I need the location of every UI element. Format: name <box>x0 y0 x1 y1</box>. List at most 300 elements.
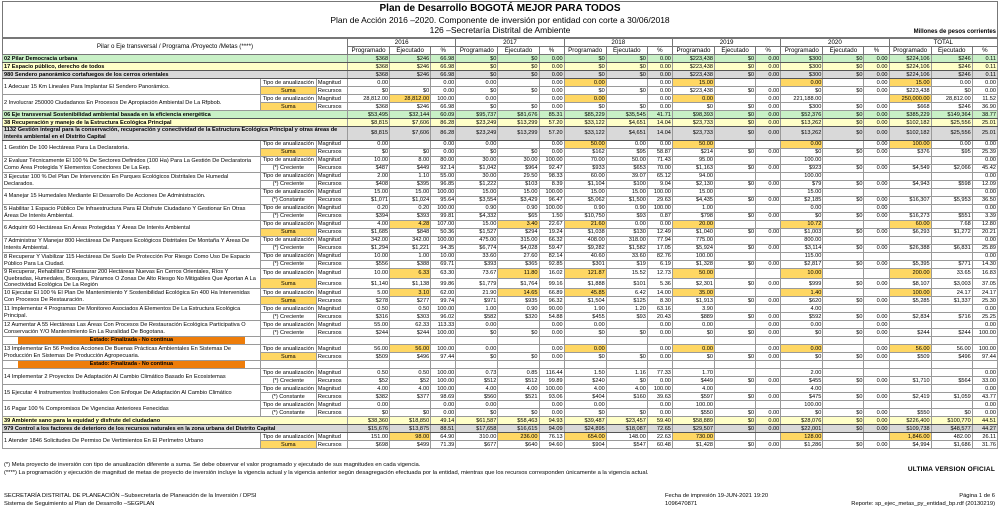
proyecto-cell: $18,087 <box>606 425 647 433</box>
magnitud-cell: 0.00 <box>972 305 997 313</box>
programa-cell: $4,651 <box>606 119 647 127</box>
magnitud-cell: 775.00 <box>672 237 714 245</box>
pilar-cell: 0.00 <box>864 111 889 119</box>
programa-cell: 0.00 <box>756 63 781 71</box>
programa-cell: $8,815 <box>347 119 389 127</box>
magnitud-cell <box>823 345 864 353</box>
magnitud-cell: 3.90 <box>672 305 714 313</box>
recursos-cell: 0.00 <box>756 213 781 221</box>
magnitud-cell: 0.20 <box>390 205 431 213</box>
magnitud-cell <box>931 385 972 393</box>
recursos-cell: 92.47 <box>539 165 564 173</box>
magnitud-cell: 800.00 <box>781 237 823 245</box>
subcol-header: % <box>756 47 781 55</box>
recursos-cell: 99.89 <box>539 377 564 385</box>
magnitud-cell: 100.00 <box>539 385 564 393</box>
recursos-cell: $5,953 <box>931 197 972 205</box>
tipo-anualizacion-label: Tipo de anualización <box>260 369 316 377</box>
magnitud-cell <box>864 173 889 181</box>
recursos-cell: $393 <box>390 213 431 221</box>
magnitud-cell: 15.00 <box>606 189 647 197</box>
meta-row <box>3 253 998 261</box>
recursos-cell: $162 <box>564 149 606 157</box>
recursos-cell: 0.00 <box>972 87 997 95</box>
magnitud-cell <box>715 173 756 181</box>
tipo-anualizacion-label: Tipo de anualización <box>260 221 316 229</box>
magnitud-cell: 100.00 <box>672 253 714 261</box>
recursos-cell: $320 <box>498 313 539 321</box>
proyecto-cell: 72.65 <box>647 425 672 433</box>
recursos-cell: $496 <box>390 353 431 361</box>
recursos-cell: $6,774 <box>456 245 498 253</box>
subcol-header: % <box>539 47 564 55</box>
pilar-cell: 0.00 <box>539 55 564 63</box>
pilar-cell: $53,495 <box>347 111 389 119</box>
pilar-cell: $149,364 <box>931 111 972 119</box>
recursos-cell: $0 <box>715 441 756 449</box>
recursos-cell: $52 <box>390 377 431 385</box>
magnitud-cell: 1.00 <box>390 253 431 261</box>
magnitud-cell: 39.07 <box>606 173 647 181</box>
recursos-cell: 3.39 <box>972 213 997 221</box>
recursos-cell: 100.00 <box>431 329 456 337</box>
programa-cell: $7,606 <box>390 119 431 127</box>
recursos-cell: $1,686 <box>931 441 972 449</box>
proyecto-cell: $0 <box>823 71 864 79</box>
recursos-cell: $0 <box>823 353 864 361</box>
magnitud-cell <box>756 269 781 279</box>
recursos-cell: $582 <box>456 313 498 321</box>
subcol-header: Ejecutado <box>823 47 864 55</box>
tipo-anualizacion-label: Tipo de anualización <box>260 289 316 297</box>
programa-cell: $13,299 <box>498 119 539 127</box>
programa-cell: $58,463 <box>498 417 539 425</box>
meta-label: 7 Administrar Y Manejar 800 Hectáreas De Parques Ecológicos Distritales De Montaña Y Áreas De Interés Ambiental. <box>3 237 261 253</box>
magnitud-cell: 408.00 <box>564 237 606 245</box>
recursos-cell: 58.87 <box>647 149 672 157</box>
recursos-cell: 0.00 <box>756 279 781 289</box>
recursos-cell: $889 <box>672 313 714 321</box>
recursos-cell: $278 <box>347 297 389 305</box>
recursos-cell: 92.85 <box>539 261 564 269</box>
proyecto-cell: $368 <box>347 71 389 79</box>
magnitud-cell: 14.65 <box>498 289 539 297</box>
recursos-cell: $0 <box>715 197 756 205</box>
magnitud-cell: 0.00 <box>647 221 672 229</box>
recursos-cell: $3,554 <box>456 197 498 205</box>
magnitud-cell: 33.65 <box>931 269 972 279</box>
recursos-cell: 43.77 <box>972 393 997 401</box>
recursos-cell: $512 <box>498 377 539 385</box>
recursos-cell: 70.00 <box>647 165 672 173</box>
year-header: 2018 <box>564 39 672 47</box>
tipo-anualizacion-value: (*) Creciente <box>260 245 316 253</box>
recursos-cell: 96.85 <box>431 181 456 189</box>
subcol-header: % <box>647 47 672 55</box>
recursos-cell: 0.00 <box>756 393 781 401</box>
recursos-cell: 20.43 <box>647 313 672 321</box>
recursos-cell: $2,301 <box>672 279 714 289</box>
magnitud-cell: 0.00 <box>781 79 823 87</box>
magnitud-cell: 0.00 <box>647 401 672 409</box>
recursos-cell: 0.00 <box>539 103 564 111</box>
estado-row <box>3 361 998 369</box>
magnitud-cell: 342.00 <box>347 237 389 245</box>
magnitud-cell: 98.33 <box>539 173 564 181</box>
recursos-cell: $848 <box>390 229 431 237</box>
report-name: Reporte: sp_ejec_metas_py_entidad_bp.rdf (20130219) <box>851 501 995 508</box>
meta-row <box>3 345 998 353</box>
recursos-cell: $509 <box>889 353 931 361</box>
meta-row <box>3 205 998 213</box>
magnitud-cell: 26.11 <box>972 433 997 441</box>
subcol-header: Ejecutado <box>606 47 647 55</box>
recursos-cell: 0.00 <box>864 87 889 95</box>
magnitud-cell <box>823 269 864 279</box>
pilar-label: 06 Eje transversal Sostenibilidad ambiental basada en la eficiencia energética <box>3 111 348 119</box>
magnitud-cell <box>823 369 864 377</box>
programa-cell: $61,587 <box>456 417 498 425</box>
recursos-cell: $771 <box>931 261 972 269</box>
magnitud-cell <box>756 253 781 261</box>
programa-cell: $0 <box>715 63 756 71</box>
tipo-anualizacion-value: (*) Creciente <box>260 377 316 385</box>
recursos-cell: 8.39 <box>539 181 564 189</box>
recursos-cell: $2,066 <box>931 165 972 173</box>
recursos-cell: 36.50 <box>972 197 997 205</box>
magnitud-cell: 100.00 <box>889 289 931 297</box>
tipo-anualizacion-value: Suma <box>260 441 316 449</box>
tipo-anualizacion-label: Tipo de anualización <box>260 237 316 245</box>
magnitud-cell: 64.90 <box>431 433 456 441</box>
recursos-cell: 12.49 <box>647 229 672 237</box>
recursos-cell: 17.05 <box>647 245 672 253</box>
recursos-cell: $0 <box>715 353 756 361</box>
subcol-header: Programado <box>672 47 714 55</box>
recursos-cell: 0.00 <box>756 329 781 337</box>
recursos-cell: $365 <box>498 261 539 269</box>
meta-label: 14 Implementar 2 Proyectos De Adaptación Al Cambio Climático Basado En Ecosistemas <box>3 369 261 385</box>
recursos-label: Recursos <box>316 441 347 449</box>
magnitud-cell: 100.00 <box>431 189 456 197</box>
programa-cell: 57.20 <box>539 119 564 127</box>
recursos-cell: 0.00 <box>864 409 889 417</box>
recursos-cell: $677 <box>456 441 498 449</box>
footnote-asterisk: (*) Meta proyecto de inversión con tipo de anualización diferente a suma. Se debe observar el valor programado y ejecutado de sus magnitudes en cada vigencia. <box>4 462 421 468</box>
magnitud-cell: 0.00 <box>347 79 389 87</box>
proyecto-cell: $25,556 <box>931 127 972 141</box>
recursos-cell: 0.00 <box>756 197 781 205</box>
units-note: Millones de pesos corrientes <box>913 29 996 35</box>
magnitud-cell: 0.90 <box>498 205 539 213</box>
magnitud-label: Magnitud <box>316 237 347 245</box>
proyecto-cell: $33,122 <box>564 127 606 141</box>
magnitud-cell: 0.00 <box>539 345 564 353</box>
recursos-cell: $556 <box>347 261 389 269</box>
subcol-header: Programado <box>347 47 389 55</box>
magnitud-cell: 94.00 <box>672 173 714 181</box>
magnitud-cell: 2.00 <box>347 173 389 181</box>
recursos-cell: $512 <box>456 377 498 385</box>
recursos-cell: $101 <box>606 279 647 289</box>
proyecto-cell: $17,658 <box>456 425 498 433</box>
recursos-cell: $550 <box>889 409 931 417</box>
meta-row <box>3 95 998 103</box>
recursos-label: Recursos <box>316 103 347 111</box>
recursos-cell: $19 <box>606 261 647 269</box>
programa-cell: $0 <box>564 63 606 71</box>
magnitud-label: Magnitud <box>316 157 347 165</box>
recursos-cell: 0.00 <box>647 409 672 417</box>
programa-cell: $28,076 <box>781 417 823 425</box>
magnitud-cell <box>756 385 781 393</box>
magnitud-cell <box>756 221 781 229</box>
magnitud-cell: 0.00 <box>539 79 564 87</box>
magnitud-cell <box>823 237 864 245</box>
recursos-cell: 0.00 <box>864 261 889 269</box>
recursos-label: Recursos <box>316 213 347 221</box>
recursos-cell: $9,282 <box>564 245 606 253</box>
magnitud-cell: 128.00 <box>781 433 823 441</box>
magnitud-cell: 62.33 <box>390 321 431 329</box>
magnitud-cell: 342.00 <box>390 237 431 245</box>
tipo-anualizacion-label: Tipo de anualización <box>260 79 316 87</box>
pilar-cell: 0.00 <box>647 55 672 63</box>
magnitud-cell: 0.00 <box>647 79 672 87</box>
recursos-cell: $0 <box>347 409 389 417</box>
recursos-cell: $698 <box>347 441 389 449</box>
magnitud-cell <box>715 79 756 87</box>
recursos-cell: 0.00 <box>431 87 456 95</box>
magnitud-cell: 310.00 <box>456 433 498 441</box>
recursos-cell: $0 <box>931 87 972 95</box>
meta-row <box>3 141 998 149</box>
meta-row <box>3 79 998 87</box>
magnitud-cell: 116.44 <box>539 369 564 377</box>
magnitud-cell <box>931 189 972 197</box>
magnitud-cell: 4.00 <box>606 385 647 393</box>
recursos-cell: $4,332 <box>456 213 498 221</box>
magnitud-cell <box>864 189 889 197</box>
recursos-cell: 31.76 <box>972 441 997 449</box>
programa-cell: 86.28 <box>431 119 456 127</box>
programa-cell: $58,889 <box>672 417 714 425</box>
magnitud-cell: 63.30 <box>431 269 456 279</box>
magnitud-cell <box>889 305 931 313</box>
programa-cell: $100,770 <box>931 417 972 425</box>
recursos-label: Recursos <box>316 229 347 237</box>
recursos-cell: $0 <box>347 87 389 95</box>
programa-cell: $0 <box>823 417 864 425</box>
magnitud-label: Magnitud <box>316 305 347 313</box>
programa-cell: $0 <box>823 63 864 71</box>
magnitud-cell: 50.00 <box>564 141 606 149</box>
magnitud-cell: 315.00 <box>498 237 539 245</box>
magnitud-cell: 0.00 <box>672 95 714 103</box>
recursos-cell: $0 <box>823 409 864 417</box>
magnitud-cell: 475.00 <box>456 237 498 245</box>
recursos-cell: $0 <box>823 149 864 157</box>
recursos-cell: $301 <box>564 261 606 269</box>
magnitud-cell: 100.00 <box>431 369 456 377</box>
magnitud-label: Magnitud <box>316 189 347 197</box>
magnitud-cell: 6.33 <box>390 269 431 279</box>
tipo-anualizacion-value: Suma <box>260 149 316 157</box>
recursos-cell: $16,273 <box>889 213 931 221</box>
magnitud-cell <box>931 369 972 377</box>
pilar-label: 02 Pilar Democracia urbana <box>3 55 348 63</box>
programa-cell: $23,249 <box>456 119 498 127</box>
magnitud-cell: 0.50 <box>347 305 389 313</box>
table-body <box>3 55 998 449</box>
recursos-cell: $1,685 <box>347 229 389 237</box>
magnitud-cell <box>715 221 756 229</box>
magnitud-cell: 56.00 <box>889 345 931 353</box>
magnitud-cell: 0.90 <box>606 205 647 213</box>
recursos-label: Recursos <box>316 393 347 401</box>
pilar-cell: $223,438 <box>672 55 714 63</box>
recursos-cell: $0 <box>823 329 864 337</box>
recursos-cell: $598 <box>931 181 972 189</box>
magnitud-cell: 0.90 <box>456 205 498 213</box>
recursos-cell: $1,059 <box>931 393 972 401</box>
tipo-anualizacion-label: Tipo de anualización <box>260 173 316 181</box>
recursos-cell: 0.00 <box>864 353 889 361</box>
recursos-cell: 5.36 <box>647 279 672 289</box>
recursos-cell: $0 <box>715 213 756 221</box>
magnitud-cell: 0.00 <box>931 79 972 87</box>
recursos-cell: $0 <box>498 103 539 111</box>
recursos-cell: $521 <box>498 393 539 401</box>
magnitud-cell: 100.00 <box>431 345 456 353</box>
proyecto-cell: $13,262 <box>781 127 823 141</box>
recursos-cell: $79 <box>781 181 823 189</box>
recursos-cell: 0.00 <box>647 353 672 361</box>
recursos-cell: 25.25 <box>972 313 997 321</box>
recursos-cell: $0 <box>456 409 498 417</box>
recursos-cell: 0.00 <box>756 87 781 95</box>
recursos-cell: $971 <box>456 297 498 305</box>
recursos-cell: 0.00 <box>756 245 781 253</box>
magnitud-cell: 0.00 <box>347 141 389 149</box>
recursos-cell: 0.00 <box>647 103 672 111</box>
programa-cell: $0 <box>498 63 539 71</box>
magnitud-cell: 100.00 <box>672 401 714 409</box>
magnitud-cell: 30.00 <box>498 157 539 165</box>
recursos-cell: $244 <box>347 329 389 337</box>
magnitud-cell: 24.17 <box>972 289 997 297</box>
recursos-cell: $455 <box>564 313 606 321</box>
magnitud-cell: 55.00 <box>431 173 456 181</box>
page-number: Página 1 de 6 <box>959 493 995 499</box>
recursos-cell: $1,710 <box>889 377 931 385</box>
recursos-cell: $550 <box>672 409 714 417</box>
tipo-anualizacion-value: (*) Constante <box>260 409 316 417</box>
recursos-cell: $103 <box>498 181 539 189</box>
recursos-cell: 95.64 <box>431 197 456 205</box>
magnitud-cell <box>864 401 889 409</box>
programa-cell: 25.01 <box>972 119 997 127</box>
recursos-cell: 0.00 <box>864 181 889 189</box>
subcol-header: % <box>864 47 889 55</box>
programa-cell: $0 <box>456 63 498 71</box>
magnitud-cell: 0.00 <box>756 321 781 329</box>
magnitud-cell: 63.16 <box>647 305 672 313</box>
recursos-cell: $0 <box>715 87 756 95</box>
magnitud-cell: 1.00 <box>456 305 498 313</box>
magnitud-cell <box>756 237 781 245</box>
recursos-cell: 14.30 <box>972 261 997 269</box>
proyecto-cell: 0.11 <box>972 71 997 79</box>
recursos-cell: $499 <box>390 441 431 449</box>
subcol-header: Programado <box>564 47 606 55</box>
meta-label: 2 Evaluar Técnicamente El 100 % De Sectores Definidos (100 Ha) Para La Gestión De Declaratoria Como Área Protegida Y Elementos Conectores De La Eep. <box>3 157 261 173</box>
magnitud-cell: 12.73 <box>647 269 672 279</box>
subcol-header: Programado <box>456 47 498 55</box>
magnitud-cell: 0.00 <box>564 95 606 103</box>
magnitud-cell: 29.50 <box>498 173 539 181</box>
recursos-cell: $964 <box>498 165 539 173</box>
recursos-cell: 0.00 <box>864 313 889 321</box>
recursos-cell: 0.00 <box>539 353 564 361</box>
tipo-anualizacion-value: (*) Creciente <box>260 181 316 189</box>
pilar-cell: 0.00 <box>756 55 781 63</box>
subcol-header: Ejecutado <box>390 47 431 55</box>
magnitud-cell: 0.00 <box>972 173 997 181</box>
magnitud-cell <box>931 205 972 213</box>
recursos-cell: $1,040 <box>672 229 714 237</box>
proyecto-cell: 0.00 <box>864 71 889 79</box>
magnitud-cell: 250,000.00 <box>889 95 931 103</box>
magnitud-cell <box>823 141 864 149</box>
magnitud-cell: 1.40 <box>781 289 823 297</box>
magnitud-cell: 15.00 <box>781 189 823 197</box>
recursos-cell: $0 <box>823 245 864 253</box>
magnitud-cell: 0.00 <box>347 401 389 409</box>
magnitud-cell: 33.60 <box>456 253 498 261</box>
magnitud-cell: 4.00 <box>347 385 389 393</box>
magnitud-cell: 0.00 <box>539 401 564 409</box>
magnitud-cell: 0.00 <box>756 95 781 103</box>
magnitud-cell: 30.00 <box>456 173 498 181</box>
magnitud-label: Magnitud <box>316 95 347 103</box>
year-header-row <box>3 39 998 47</box>
pilar-cell: 0.11 <box>972 55 997 63</box>
recursos-cell: $0 <box>390 149 431 157</box>
recursos-cell: $0 <box>931 409 972 417</box>
recursos-cell: $798 <box>672 213 714 221</box>
pilar-cell: $0 <box>715 55 756 63</box>
magnitud-cell: 10.00 <box>781 269 823 279</box>
recursos-cell: 33.00 <box>972 377 997 385</box>
recursos-cell: $716 <box>931 313 972 321</box>
recursos-cell: $377 <box>390 393 431 401</box>
recursos-cell: 0.00 <box>756 261 781 269</box>
magnitud-cell <box>715 253 756 261</box>
magnitud-cell: 100.00 <box>647 385 672 393</box>
magnitud-cell <box>931 253 972 261</box>
proyecto-cell: 57.20 <box>539 127 564 141</box>
recursos-cell: 0.00 <box>756 103 781 111</box>
meta-row <box>3 157 998 165</box>
tipo-anualizacion-label: Tipo de anualización <box>260 321 316 329</box>
recursos-cell: 94.60 <box>539 441 564 449</box>
recursos-cell: 99.74 <box>431 297 456 305</box>
programa-cell: $25,556 <box>931 119 972 127</box>
magnitud-cell: 56.00 <box>931 345 972 353</box>
magnitud-cell: 0.85 <box>498 369 539 377</box>
recursos-cell: $0 <box>456 103 498 111</box>
